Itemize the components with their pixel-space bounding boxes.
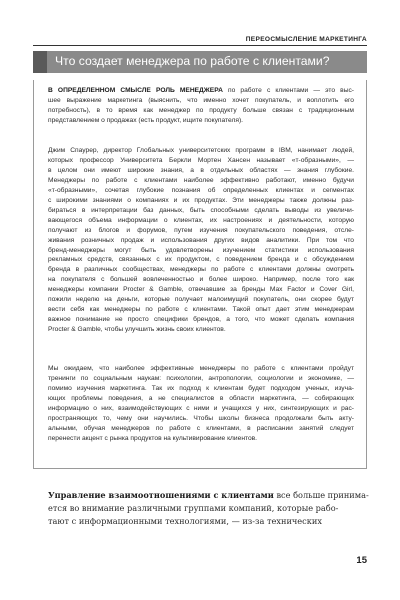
paragraph-3-line: перенести акцент с рынка продуктов на культивирование клиентов. <box>48 434 258 442</box>
paragraph-2-line: пожили неделю на деньги, которые получает малоимущий покупатель, они скорее будут <box>48 296 354 304</box>
paragraph-2-line: бренд-менеджеры могут быть удовлетворены изучением статистики использования <box>48 246 354 254</box>
paragraph-2-line: рекламных средств, связанных с их продуктом, с поведением бренда и с обсуждением <box>48 256 354 264</box>
paragraph-2-line: бренда в различных сообществах, менеджеры по работе с клиентами должны смотреть <box>48 266 354 274</box>
body-text-line: Управление взаимоотношениями с клиентами все больше принима- <box>48 490 369 500</box>
paragraph-3-line: пространяющих то, чему они научились. Чтобы школы бизнеса продолжали быть акту- <box>48 414 354 422</box>
paragraph-3-line: информацию о них, взаимодействующих с ними и учащихся у них, синтезирующих и рас- <box>48 404 354 412</box>
paragraph-2-line: «т-образными», сочетая глубокие познания об определенных клиентах и сегментах <box>48 186 354 194</box>
body-text-line: тают с информационными технологиями, — из-за технических <box>48 516 322 527</box>
paragraph-2-line: вести себя как менеджеры по работе с клиентами. Такой опыт дает этим менеджерам <box>48 306 354 314</box>
paragraph-2-line: бираться в интерпретации баз данных, быть способными сделать выводы из увеличи- <box>48 206 354 214</box>
main-body-text <box>48 489 369 529</box>
page-number: 15 <box>356 555 367 566</box>
paragraph-2-line: вающегося объема информации о клиентах, их настроениях и деятельности, которую <box>48 216 354 224</box>
paragraph-1 <box>48 86 354 126</box>
paragraph-3-line: помимо изучения маркетинга. Так их подход к клиентам будет подходом ученых, изуча- <box>48 384 354 392</box>
paragraph-2-line: Джим Спаурер, директор Глобальных университетских программ в IBM, нанимает людей, <box>48 147 354 154</box>
paragraph-2-line: в целом они имеют широкие знания, а в отдельных областях — знания глубокие. <box>48 166 354 174</box>
paragraph-2-line: живания розничных продаж и использования других видов аналитики. При том что <box>48 236 354 244</box>
paragraph-3 <box>48 364 354 444</box>
header-rule <box>33 45 367 46</box>
body-text-lead: Управление взаимоотношениями с клиентами <box>48 490 274 500</box>
running-head: ПЕРЕОСМЫСЛЕНИЕ МАРКЕТИНГА <box>245 36 367 43</box>
paragraph-2-line: получают из блогов и форумов, путем изучения покупательского поведения, отсле- <box>48 226 354 234</box>
paragraph-2 <box>48 146 354 335</box>
paragraph-1-line: В ОПРЕДЕЛЕННОМ СМЫСЛЕ РОЛЬ МЕНЕДЖЕРА по работе с клиентами — это выс- <box>48 87 355 94</box>
paragraph-2-line: с широкими знаниями о компаниях и их продуктах. Эти менеджеры также должны раз- <box>48 196 354 204</box>
paragraph-2-line: важное понимание не просто специфики брендов, а того, что может сделать компания <box>48 316 354 324</box>
section-bar-accent <box>33 51 47 73</box>
paragraph-3-line: альными, обучая менеджеров по работе с клиентами, в расписании занятий следует <box>48 424 354 432</box>
paragraph-3-line: тренинги по социальным наукам: психологии, антропологии, социологии и экономике, — <box>48 374 354 382</box>
paragraph-2-line: Procter & Gamble, чтобы улучшить жизнь своих клиентов. <box>48 326 226 334</box>
paragraph-2-line: менеджеры компании Procter & Gamble, отвечавшие за бренды Max Factor и Cover Girl, <box>48 286 354 294</box>
paragraph-1-line: шее выражение маркетинга (выяснить, что именно хочет покупатель, и воплотить его <box>48 96 354 104</box>
section-title: Что создает менеджера по работе с клиентами? <box>55 54 330 68</box>
paragraph-2-line: которых профессор Университета Беркли Мортен Хансен называет «т-образными», — <box>48 156 354 164</box>
paragraph-1-lead: В ОПРЕДЕЛЕННОМ СМЫСЛЕ РОЛЬ МЕНЕДЖЕРА <box>48 87 223 94</box>
sidebar-box-bottom-rule <box>33 468 367 469</box>
paragraph-2-line: на покупателя с большей вовлеченностью и более широко. Например, после того как <box>48 276 354 284</box>
paragraph-2-line: Менеджеры по работе с клиентами наиболее эффективно работают, именно будучи <box>48 176 354 184</box>
paragraph-1-line: представлением о продажах (есть продукт, ищите покупателя). <box>48 116 244 124</box>
paragraph-3-line: ющих проблемы поведения, а не специалистов в области маркетинга, — собирающих <box>48 394 354 402</box>
paragraph-1-line: потребность), в то время как менеджер по продукту больше связан с традиционным <box>48 106 354 114</box>
body-text-line: ется во внимание различными группами компаний, которые рабо- <box>48 503 339 514</box>
paragraph-3-line: Мы ожидаем, что наиболее эффективные менеджеры по работе с клиентами пройдут <box>48 365 354 372</box>
